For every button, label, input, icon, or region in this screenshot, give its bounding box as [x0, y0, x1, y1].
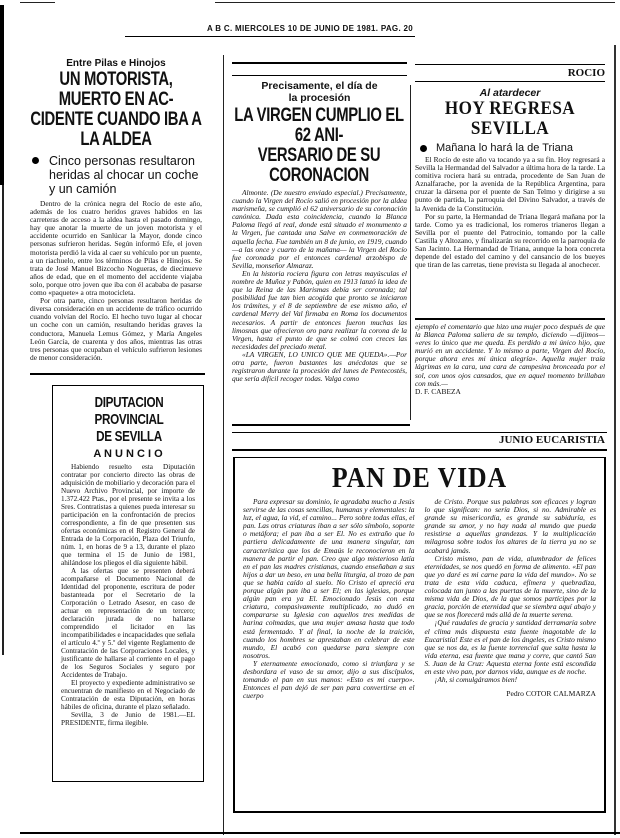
page-edge-right: [614, 45, 616, 835]
paragraph: «LA VIRGEN, LO UNICO QUE ME QUEDA».—Por otra parte, fueron bastantes las anécdotas que se registraron durante la procesión del lunes de Pentecostés, que sería difícil recoger todas. Valga como: [232, 349, 407, 384]
article-headline: LA VIRGEN CUMPLIO EL 62 ANI- VERSARIO DE SU CORONACION: [234, 105, 404, 186]
article-headline: [30, 70, 202, 150]
notice-title: DIPUTACION PROVINCIAL DE SEVILLA: [94, 394, 164, 445]
article-kicker: Precisamente, el día de la procesión: [261, 80, 378, 104]
top-scan-line: [20, 2, 55, 3]
paragraph: ¡Ah, si comulgáramos bien!: [434, 675, 518, 685]
section-divider: [232, 424, 410, 426]
section-divider: [415, 81, 605, 82]
article-virgen: [232, 80, 407, 383]
article-headline: HOY REGRESA SEVILLA: [444, 98, 576, 139]
section-divider: [232, 62, 407, 64]
paragraph: Y eternamente emocionado, como si triunfara y se desbordara el vaso de su amor, dijo a sus discípulos, tomando el pan en sus manos: «Esto es mi cuerpo». Entonces el pan dejó de ser pan para convertirse en el cuerpo: [243, 658, 415, 701]
article-subhead: Mañana lo hará la de Triana: [415, 142, 605, 155]
paragraph: Por su parte, la Hermandad de Triana llegará mañana por la tarde. Como ya es tradicional, los romeros trianeros llegan a Sevilla por el puente del Patrocinio, tomando por la calle Castilla y Altozano, y finalizarán su recorrido en la parroquia de San Jacinto. La Hermandad de Triana, aunque la hora concreta depende del estado del camino y del cansancio de los bueyes que tiran de las carretas, tiene prevista su llegada al anochecer.: [415, 211, 605, 270]
headline-line-2: CIDENTE CUANDO IBA A LA ALDEA: [30, 109, 202, 150]
section-divider: [232, 449, 607, 451]
paragraph: ejemplo el comentario que hizo una mujer poco después de que la Blanca Paloma saliera de su templo, diciendo —dijimos— «eres lo único que me queda. Es perdido a mi único hijo, que murió en un accidente. Y lo mismo a parte, Virgen del Rocío, porque ahora eres mi única alegría». Aquella mujer traía lágrimas en la cara, una cara de campesina bronceada por el sol, con unos ojos cansados, que en aquel momento brillaban con más.—: [415, 322, 605, 388]
bullet-icon: [32, 157, 39, 164]
pan-de-vida-box: [233, 457, 606, 813]
article-sevilla: [415, 67, 605, 269]
notice-body: [61, 463, 195, 727]
section-divider: [30, 373, 205, 375]
paragraph: Dentro de la crónica negra del Rocío de este año, además de los cuatro heridos graves habidos en las carreteras de acceso a la aldea hasta el pasado domingo, hay que anotar la muerte de un joven motorista y el accidente ocurrido en Sanlúcar la Mayor, donde cinco personas sufrieron heridas. Según informó Efe, el joven motorista perdió la vida al caer su vehículo por un puente, a un riachuelo, entre los términos de Pilas e Hinojos. Se trata de José Manuel Bizcocho Nogueras, de diecinueve años de edad, que en el momento del accidente viajaba solo, porque otro joven que iba con él acababa de pasarse como «paquete» a otra motocicleta.: [30, 199, 202, 298]
column-divider: [223, 55, 224, 835]
byline: Pedro COTOR CALMARZA: [506, 689, 596, 699]
section-divider: [415, 64, 605, 65]
diputacion-notice-box: [52, 385, 204, 782]
article-subhead: Cinco personas resultaron heridas al chocar un coche y un camión: [30, 154, 202, 196]
paragraph: Por otra parte, cinco personas resultaron heridas de diversa consideración en un accidente de tráfico ocurrido cuando volvían del Rocío. El hecho tuvo lugar al chocar un coche con un camión, resultando heridas graves la conductora, Manuela Lemus Gómez, y María Angeles León García, de cuarenta y dos años, mientras las otras tres personas que ocupaban el vehículo sufrieron lesiones de menor consideración.: [30, 296, 202, 362]
paragraph: El Rocío de este año va tocando ya a su fin. Hoy regresará a Sevilla la Hermandad del Salvador a última hora de la tarde. La comitiva rociera hará su entrada, procedente de San Juan de Aznalfarache, por la avenida de la República Argentina, para cruzar la dársena por el puente de San Telmo y dirigirse a su punto de partida, la parroquia del Divino Salvador, a través de la Avenida de la Constitución.: [415, 155, 605, 213]
page-edge-left-lower: [2, 185, 4, 655]
paragraph: En la historia rociera figura con letras mayúsculas el nombre de Muñoz y Pabón, quien en 1913 lanzó la idea de que la Reina de las Marismas debía ser coronada; tal posibilidad fue tan bien acogida que pronto se iniciaron los trámites, y el 8 de septiembre de ese mismo año, el cardenal Merry del Val firmaba en Roma los documentos necesarios. A partir de entonces fueron muchas las limosnas que ofrecieron oro para realizar la corona de la Virgen, hasta el punto de que se colmó con creces las necesidades del preciado metal.: [232, 268, 407, 351]
article-body: [415, 156, 605, 269]
paragraph: de Cristo. Porque sus palabras son eficaces y logran lo que significan: no sería Dios, si no. Admirable es grande su misericordia, es grande su sabiduría, es grande su amor, y no hay nada al mundo que pueda resistirse a aquellas grandezas. Y la multiplicación milagrosa sobre todos los altares de la tierra ya no se acabará jamás.: [424, 497, 596, 555]
article-body: [415, 323, 605, 396]
section-divider: [415, 318, 605, 320]
text-column-2: [425, 498, 597, 700]
section-tag-rocio: ROCIO: [567, 67, 605, 79]
article-kicker: Al atardecer: [479, 87, 541, 99]
header-rule: [125, 36, 415, 37]
article-virgen-continuation: [415, 323, 605, 396]
pan-de-vida-title: PAN DE VIDA: [331, 463, 508, 494]
article-body: [232, 189, 407, 383]
byline: D. F. CABEZA: [415, 386, 461, 396]
section-tag-junio-eucaristia: JUNIO EUCARISTIA: [498, 434, 605, 446]
paragraph: A las ofertas que se presenten deberá acompañarse el Documento Nacional de Identidad del proponente, escritura de poder bastanteada por el Secretario de la Corporación o Letrado Asesor, en caso de actuar en representación de un tercero; declaración jurada de no hallarse comprendido el licitador en las incompatibilidades e incapacidades que señala el artículo 4.º y 5.º del vigente Reglamento de Contratación de las Corporaciones Locales, y justificante de hallarse al corriente en el pago de los Seguros Sociales y seguro por Accidentes de Trabajo.: [61, 567, 195, 679]
column-divider: [410, 85, 411, 420]
top-scan-line: [215, 2, 615, 3]
paragraph: ¡Qué raudales de gracia y santidad derramaría sobre el clima más dispuesta esta fuente inagotable de la Eucaristía! Este es el pan de los ángeles, es Cristo mismo que se nos da, es la fuente torrencial que salta hasta la vida eterna, esa fuente que mana y corre, que cantó San S. Juan de la Cruz: Aquesta eterna fonte está escondida en este vivo pan, por darnos vida, aunque es de noche.: [424, 618, 596, 676]
paragraph: Habiendo resuelto esta Diputación contratar por concierto directo las obras de adquisición de mobiliario y decoración para el Nuevo Archivo Provincial, por importe de 1.372.422 Ptas., por el presente se invita a los Sres. Contratistas a quienes pueda interesar su participación en la confrontación de precios correspondiente, a fin de que presenten sus ofertas económicas en el Registro General de Entrada de la Corporación, Plaza del Triunfo, núm. 1, en horas de 9 a 13, durante el plazo que termina el 15 de Junio de 1981, ahilándose los pliegos el día siguiente hábil.: [61, 463, 195, 567]
pan-de-vida-columns: [243, 498, 596, 700]
bottom-rule: [20, 832, 620, 834]
article-motorista: [30, 58, 202, 362]
text-column-1: [243, 498, 415, 700]
notice-label: A N U N C I O: [93, 448, 163, 460]
page-header: A B C. MIERCOLES 10 DE JUNIO DE 1981. PAG. 20: [207, 24, 413, 33]
paragraph: Para expresar su dominio, le agradaba mucho a Jesús servirse de las cosas sencillas, humanas y elementales: la luz, el agua, la vid, el camino... Pero sobre todas ellas, el pan. Las otras criaturas iban a ser sólo símbolo, soporte o metáfora; el pan iba a ser El. No es extraño que lo partiera delicadamente de una manera singular, tan característica que los de Emaús le reconocieron en la manera de partir el pan. Creo que algo misterioso latía en el pan las madres cristianas, cuando enseñaban a sus hijos a dar un beso, en una bella liturgia, al trozo de pan que se había caído al suelo. No Cristo el apreció era porque algún pan iba a ser El; en las iglesias, porque algún pan era ya El. Emocionado Jesús con esta criatura, compasivamente multiplicado, no dudó en compararse su Iglesia con aquellos tres medidas de harina colmadas, que una mujer amasa hasta que todo está fermentado. Y al final, la noche de la traición, cuando los hombres se aprestaban en celebrar de este mundo, El acabó con quedarse para siempre con nosotros.: [243, 497, 415, 660]
paragraph: Sevilla, 3 de Junio de 1981.—EL PRESIDENTE, firma ilegible.: [61, 711, 195, 727]
bullet-icon: [420, 145, 427, 152]
section-divider: [232, 75, 407, 76]
paragraph: Cristo mismo, pan de vida, alumbrador de felices eternidades, se nos quedó en forma de alimento. «El pan que yo daré es mi carne para la vida del mundo». No se trata de esta vida caduca, efímera y quebradiza, colocada tan junto a las puertas de la muerte, sino de la misma vida de Dios, de la que somos partícipes por la gracia, porción de eternidad que se siembra aquí abajo y que se nos florecerá más allá de la muerte serena.: [424, 553, 596, 620]
section-divider: [232, 432, 607, 433]
article-body: [30, 200, 202, 362]
paragraph: Almonte. (De nuestro enviado especial.) Precisamente, cuando la Virgen del Rocío salió en procesión por la aldea marismeña, se cumplió el 62 aniversario de su coronación canónica. Dada esta coincidencia, cuando la Blanca Paloma llegó al real, donde está situado el monumento a la Virgen, fue cantada una Salve en conmemoración de aquella fecha. Fue también un 8 de junio, en 1919, cuando —a las once y cuarto de la mañana— la Virgen del Rocío fue coronada por el entonces cardenal arzobispo de Sevilla, monseñor Almaraz.: [232, 188, 407, 270]
headline-line-1: UN MOTORISTA, MUERTO EN AC-: [58, 69, 174, 110]
paragraph: El proyecto y expediente administrativo se encuentran de manifiesto en el Negociado de Contratación de esta Diputación, en horas hábiles de oficina, durante el plazo señalado.: [61, 679, 195, 711]
article-kicker: Entre Pilas e Hinojos: [66, 58, 166, 69]
